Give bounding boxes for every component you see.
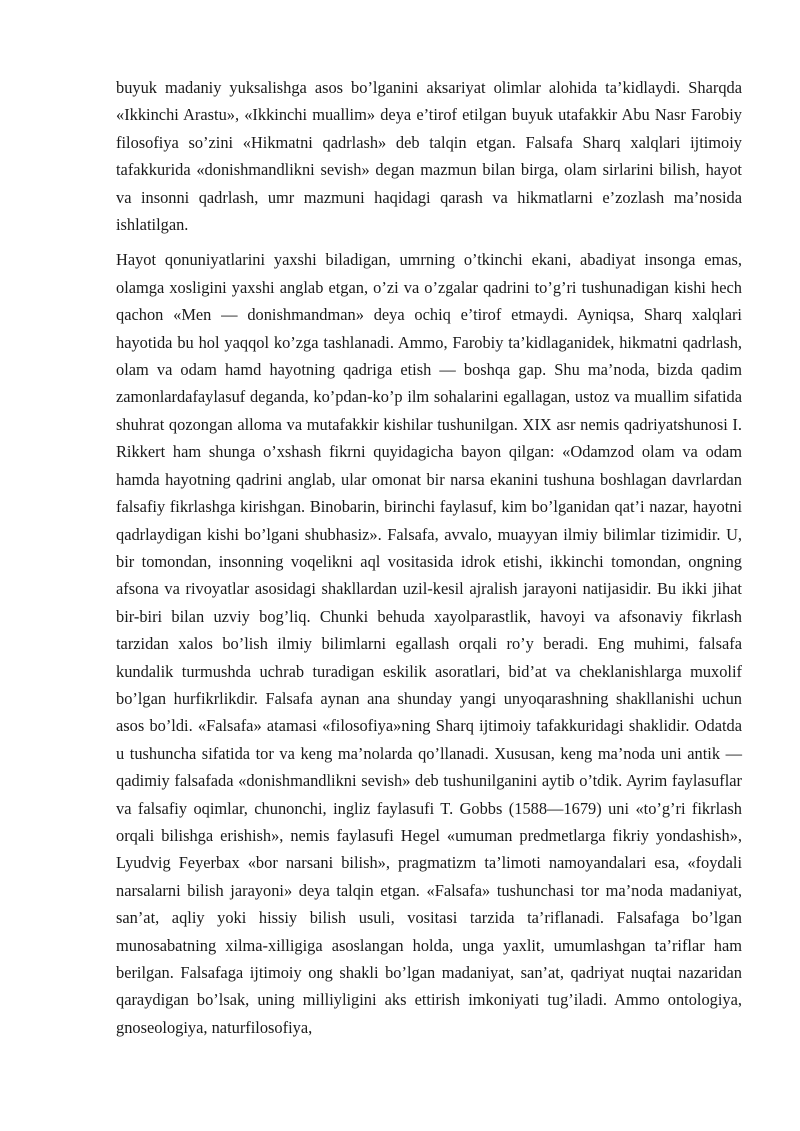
document-page <box>116 74 742 1041</box>
paragraph-2: Hayot qonuniyatlarini yaxshi biladigan, umrning o’tkinchi ekani, abadiyat insonga emas, olamga xosligini yaxshi anglab etgan, o’zi va o’zgalar qadrini to’g’ri tushunadigan kishi hech qachon «Men — donishmandman» deya ochiq e’tirof etmaydi. Ayniqsa, Sharq xalqlari hayotida bu hol yaqqol ko’zga tashlanadi. Ammo, Farobiy ta’kidlaganidek, hikmatni qadrlash, olam va odam hamd hayotning qadriga etish — boshqa gap. Shu ma’noda, bizda qadim zamonlardafaylasuf deganda, ko’pdan-ko’p ilm sohalarini egallagan, ustoz va muallim sifatida shuhrat qozongan alloma va mutafakkir kishilar tushunilgan. XIX asr nemis qadriyatshunosi I. Rikkert ham shunga o’xshash fikrni quyidagicha bayon qilgan: «Odamzod olam va odam hamda hayotning qadrini anglab, ular omonat bir narsa ekanini tushuna boshlagan davrlardan falsafiy fikrlashga kirishgan. Binobarin, birinchi faylasuf, kim bo’lganidan qat’i nazar, hayotni qadrlaydigan kishi bo’lgani shubhasiz». Falsafa, avvalo, muayyan ilmiy bilimlar tizimidir. U, bir tomondan, insonning voqelikni aql vositasida idrok etishi, ikkinchi tomondan, ongning afsona va rivoyatlar asosidagi shakllardan uzil-kesil ajralish jarayoni natijasidir. Bu ikki jihat bir-biri bilan uzviy bog’liq. Chunki behuda xayolparastlik, havoyi va afsonaviy fikrlash tarzidan xalos bo’lish ilmiy bilimlarni egallash orqali ro’y beradi. Eng muhimi, falsafa kundalik turmushda uchrab turadigan eskilik asoratlari, bid’at va cheklanishlarga muxolif bo’lgan hurfikrlikdir. Falsafa aynan ana shunday yangi unyoqarashning shakllanishi uchun asos bo’ldi. «Falsafa» atamasi «filosofiya»ning Sharq ijtimoiy tafakkuridagi shaklidir. Odatda u tushuncha sifatida tor va keng ma’nolarda qo’llanadi. Xususan, keng ma’noda uni antik — qadimiy falsafada «donishmandlikni sevish» deb tushunilganini aytib o’tdik. Ayrim faylasuflar va falsafiy oqimlar, chunonchi, ingliz faylasufi T. Gobbs (1588—1679) uni «to’g’ri fikrlash orqali bilishga erishish», nemis faylasufi Hegel «umuman predmetlarga fikriy yondashish», Lyudvig Feyerbax «bor narsani bilish», pragmatizm ta’limoti namoyandalari esa, «foydali narsalarni bilish jarayoni» deya talqin etgan. «Falsafa» tushunchasi tor ma’noda madaniyat, san’at, aqliy yoki hissiy bilish usuli, vositasi tarzida ta’riflanadi. Falsafaga bo’lgan munosabatning xilma-xilligiga asoslangan holda, unga yaxlit, umumlashgan ta’riflar ham berilgan. Falsafaga ijtimoiy ong shakli bo’lgan madaniyat, san’at, qadriyat nuqtai nazaridan qaraydigan bo’lsak, uning milliyligini aks ettirish imkoniyati tug’iladi. Ammo ontologiya, gnoseologiya, naturfilosofiya, <box>116 250 742 1037</box>
paragraph-1: buyuk madaniy yuksalishga asos bo’lganini aksariyat olimlar alohida ta’kidlaydi. Sharqda «Ikkinchi Arastu», «Ikkinchi muallim» deya e’tirof etilgan buyuk utafakkir Abu Nasr Farobiy filosofiya so’zini «Hikmatni qadrlash» deb talqin etgan. Falsafa Sharq xalqlari ijtimoiy tafakkurida «donishmandlikni sevish» degan mazmun bilan birga, olam sirlarini bilish, hayot va insonni qadrlash, umr mazmuni haqidagi qarash va hikmatlarni e’zozlash ma’nosida ishlatilgan. <box>116 78 742 235</box>
